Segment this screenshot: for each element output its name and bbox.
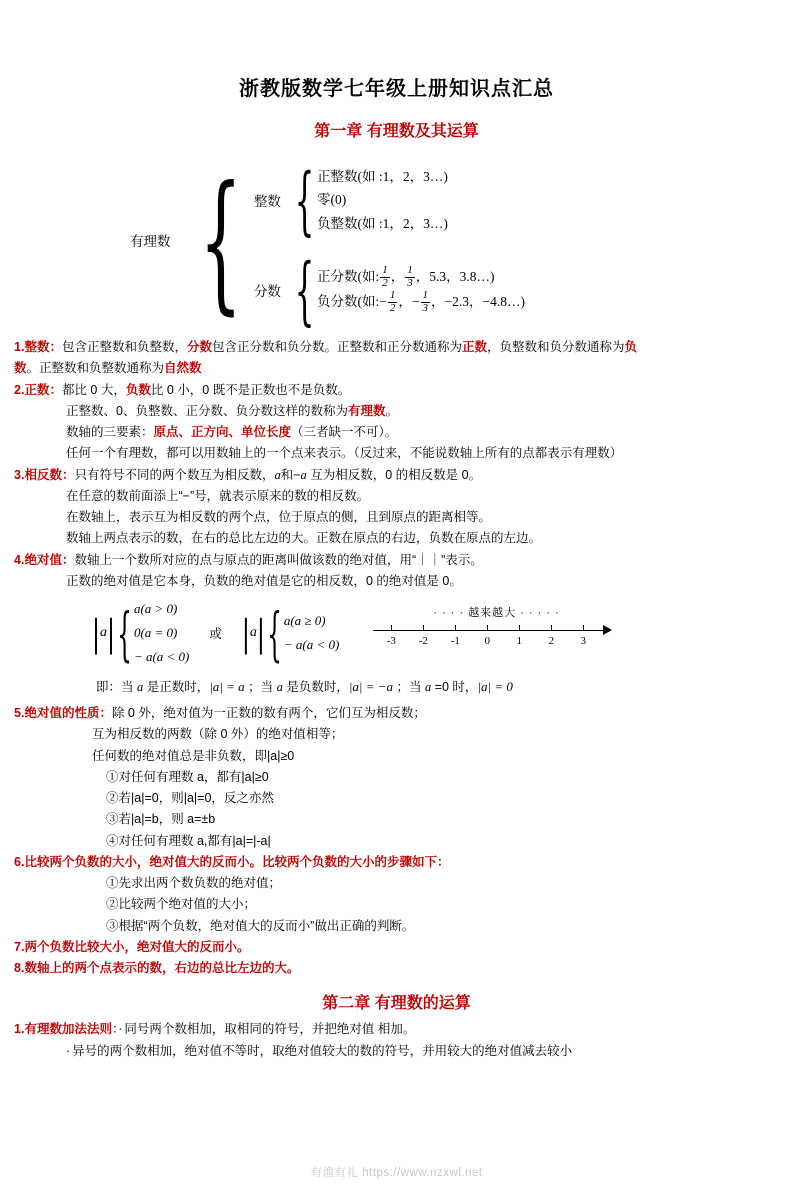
note-item-5-line3 [14, 746, 779, 766]
note-item-7 [14, 937, 779, 957]
note-text: ①先求出两个数负数的绝对值； [106, 876, 282, 891]
number-line-arrow [603, 625, 612, 635]
note-heading: 绝对值： [24, 552, 75, 567]
number-line-tick [519, 625, 520, 631]
note-item-3-line4 [14, 528, 779, 548]
list-item: 负整数(如 :1，2，3…) [317, 215, 448, 231]
note-item-2-line2 [14, 401, 779, 421]
positive-fraction-rest: ，5.3，3.8…) [415, 269, 495, 285]
note-item-3-line3 [14, 507, 779, 527]
note-text: 正数的绝对值是它本身，负数的绝对值是它的相反数，0 的绝对值是 0。 [66, 573, 462, 588]
note-text: 数。正整数和负整数通称为自然数 [14, 361, 202, 376]
note-text: 数轴上一个数所对应的点与原点的距离叫做该数的绝对值，用“｜｜”表示。 [74, 552, 483, 567]
number-line-label: -3 [386, 635, 396, 648]
note-item-4-line2 [14, 571, 779, 591]
positive-fraction-prefix: 正分数(如: [317, 269, 380, 285]
note-item-1-line2 [14, 358, 779, 378]
chapter-2-title: 第二章 有理数的运算 [322, 995, 471, 1013]
note-item-5-line7 [14, 831, 779, 851]
list-item: 负分数(如:− $\frac{1}{2}$ ，− $\frac{1}{3}$ ，−2.3，−4.8…) [317, 289, 526, 314]
note-item-2-line4 [14, 443, 779, 463]
note-item-5 [14, 703, 779, 723]
note-item-5-line5 [14, 788, 779, 808]
number-line-label: 3 [580, 635, 587, 648]
list-item: 正分数(如: $\frac{1}{2}$ ， $\frac{1}{3}$ ，5.3，3.8…) [317, 264, 495, 289]
note-item-6 [14, 852, 779, 872]
fraction-one-half: $\frac{1}{2}$ [382, 264, 388, 289]
fraction-items [317, 265, 525, 315]
notes-section-2 [14, 703, 779, 978]
fraction-group: 分数 { 正分数(如: $\frac{1}{2}$ ， $\frac{1}{3}$ ，5.3，3.8…) 负分数(如:− $\frac{1}{2}$ ，− $\frac{1}{3}$ ，−2.3，−4.8…) [253, 248, 526, 335]
rational-number-classification-diagram: 有理数 { 整数 { 正整数(如 :1，2，3…) 零(0) 负整数(如 :1，2，3…) 分数 { 正分数(如: $\frac{1}{2}$ ， $\frac{1}{3}$ ，5.3，3.8…) 负分数(如:− $\frac{1}{2}$ ，− $\frac{1}{3}$ ，−2.3，−4.8…) [130, 155, 526, 335]
note-heading: 有理数加法法则 [24, 1022, 112, 1037]
note-item-5-line4 [14, 767, 779, 787]
note-heading: 相反数： [24, 467, 75, 482]
classification-groups [253, 158, 526, 335]
notes-section-1 [14, 337, 779, 591]
note-number: 7. [14, 939, 25, 954]
absolute-value-summary: 即：当 a 是正数时，|a| = a ；当 a 是负数时，|a| = −a ；当 a =0 时，|a| = 0 [96, 679, 513, 695]
abs-bars-right: | [241, 610, 250, 656]
case-line: a(a ≥ 0) [283, 613, 326, 629]
note-number: 4. [14, 552, 25, 567]
note-text: 只有符号不同的两个数互为相反数，a和−a 互为相反数，0 的相反数是 0。 [74, 467, 482, 482]
number-line-label: 0 [484, 635, 491, 648]
note-heading: 比较两个负数的大小，绝对值大的反而小。比较两个负数的大小的步骤如下： [24, 854, 450, 869]
number-line-caption: · · · · 越来越大 · · · · · [433, 607, 560, 620]
fraction-one-half-neg: $\frac{1}{2}$ [389, 289, 396, 314]
notes-section-3 [14, 1019, 779, 1061]
list-item: 正整数(如 :1，2，3…) [317, 168, 448, 184]
note-item-6-line2 [14, 873, 779, 893]
number-line-tick [423, 625, 424, 631]
note-heading: 正数： [24, 382, 62, 397]
note-heading: 整数： [24, 340, 62, 354]
note-text: 数轴上两点表示的数，在右的总比左边的大。正数在原点的右边，负数在原点的左边。 [66, 531, 542, 546]
note-item-5-line2 [14, 724, 779, 744]
number-line-tick [455, 625, 456, 631]
case-line: a(a > 0) [133, 601, 178, 616]
note-number: 1. [14, 1022, 25, 1037]
note-text: 互为相反数的两数（除 0 外）的绝对值相等； [92, 727, 344, 742]
note-item-2 [14, 380, 779, 400]
abs-cases-right [284, 609, 339, 657]
note-text: 正整数、0、负整数、正分数、负分数这样的数称为有理数。 [66, 403, 398, 418]
number-line-diagram [373, 604, 623, 662]
note-number: 8. [14, 961, 25, 976]
note-number: 6. [14, 854, 25, 869]
number-line-label: -2 [418, 635, 428, 648]
fraction-one-third: $\frac{1}{3}$ [407, 264, 413, 289]
note-item-1 [14, 337, 779, 357]
note-text: 包含正整数和负整数，分数包含正分数和负分数。正整数和正分数通称为正数，负整数和负分数通称为负 [61, 340, 638, 354]
note-item-2-line3 [14, 422, 779, 442]
note-text: ②比较两个绝对值的大小； [106, 897, 257, 912]
note-text: ②若|a|=0，则|a|=0，反之亦然 [106, 791, 274, 806]
note-item-6-line4 [14, 916, 779, 936]
absolute-value-formula-row: | a | { a(a > 0) 0(a = 0) − a(a < 0) 或 | a | { a(a ≥ 0) − a(a < 0) · · · · 越来越大 · · · · · -3 -2 -1 0 1 2 3 [92, 597, 793, 669]
document-page [0, 72, 793, 1194]
number-line-label: 2 [548, 635, 555, 648]
number-line-tick [487, 625, 488, 631]
note-number: 3. [14, 467, 25, 482]
note-heading: 数轴上的两个点表示的数，右边的总比左边的大。 [24, 961, 300, 976]
abs-variable-left: a [100, 625, 108, 641]
page-title: 浙教版数学七年级上册知识点汇总 [239, 78, 554, 100]
note-number: 1. [14, 340, 25, 354]
number-line-label: 1 [516, 635, 523, 648]
note-heading: 绝对值的性质： [24, 706, 112, 721]
integer-group: 整数 { 正整数(如 :1，2，3…) 零(0) 负整数(如 :1，2，3…) [253, 158, 448, 245]
case-line: 0(a = 0) [133, 625, 178, 641]
note-text: 在数轴上，表示互为相反数的两个点，位于原点的侧，且到原点的距离相等。 [66, 510, 492, 524]
abs-variable-right: a [249, 625, 257, 641]
list-item: 零(0) [317, 192, 347, 208]
case-line: − a(a < 0) [283, 637, 340, 653]
note-text: 除 0 外，绝对值为一正数的数有两个，它们互为相反数； [111, 706, 426, 721]
number-line-tick [391, 625, 392, 631]
negative-fraction-prefix: 负分数(如:− [317, 294, 387, 310]
note-text: 任何数的绝对值总是非负数，即|a|≥0 [92, 748, 295, 763]
note-item-4 [14, 550, 779, 570]
abs-bars-right2: | [256, 610, 265, 656]
note-text: · 异号的两个数相加，绝对值不等时，取绝对值较大的数的符号，并用较大的绝对值减去较小 [66, 1043, 573, 1058]
negative-fraction-rest: ，−2.3，−4.8…) [431, 294, 526, 310]
abs-bars-left: | [92, 610, 101, 656]
or-label: 或 [209, 627, 222, 642]
note-text: 数轴的三要素：原点、正方向、单位长度（三者缺一不可）。 [66, 425, 398, 439]
note-heading: 两个负数比较大小，绝对值大的反而小。 [24, 939, 250, 954]
note-text: 都比 0 大，负数比 0 小，0 既不是正数也不是负数。 [61, 382, 351, 397]
note-item-6-line3 [14, 894, 779, 914]
classification-root-label: 有理数 [130, 234, 171, 249]
note-text: 在任意的数前面添上“−”号，就表示原来的数的相反数。 [66, 488, 370, 503]
note-text: ③根据“两个负数，绝对值大的反而小”做出正确的判断。 [106, 918, 415, 933]
integer-items [317, 165, 448, 236]
note-text: ③若|a|=b，则 a=±b [106, 812, 216, 827]
note-number: 2. [14, 382, 25, 397]
abs-cases-left [134, 597, 189, 669]
note-item-3 [14, 465, 779, 485]
note-item-8 [14, 958, 779, 978]
note-text: ①对任何有理数 a，都有|a|≥0 [106, 769, 269, 784]
watermark: 有渔有礼 https://www.nzxwl.net [310, 1167, 483, 1179]
abs-bars-left2: | [107, 610, 116, 656]
number-line-axis [373, 630, 605, 631]
number-line-tick [583, 625, 584, 631]
number-line-label: -1 [450, 635, 460, 648]
note-text: 任何一个有理数，都可以用数轴上的一个点来表示。（反过来，不能说数轴上所有的点都表示有理数） [66, 446, 623, 461]
fraction-one-third-neg: $\frac{1}{3}$ [422, 289, 429, 314]
case-line: − a(a < 0) [133, 649, 190, 665]
integer-group-label: 整数 [253, 194, 281, 210]
note-item-5-line6 [14, 809, 779, 829]
note-item-c2-1-line2 [14, 1041, 779, 1061]
chapter-1-title: 第一章 有理数及其运算 [314, 123, 479, 140]
number-line-tick [551, 625, 552, 631]
note-number: 5. [14, 706, 25, 721]
note-item-c2-1 [14, 1019, 779, 1039]
note-item-3-line2 [14, 486, 779, 506]
note-text: ：· 同号两个数相加，取相同的符号，并把绝对值 相加。 [111, 1022, 416, 1037]
note-text: ④对任何有理数 a,都有|a|=|-a| [106, 833, 271, 848]
fraction-group-label: 分数 [253, 284, 281, 300]
